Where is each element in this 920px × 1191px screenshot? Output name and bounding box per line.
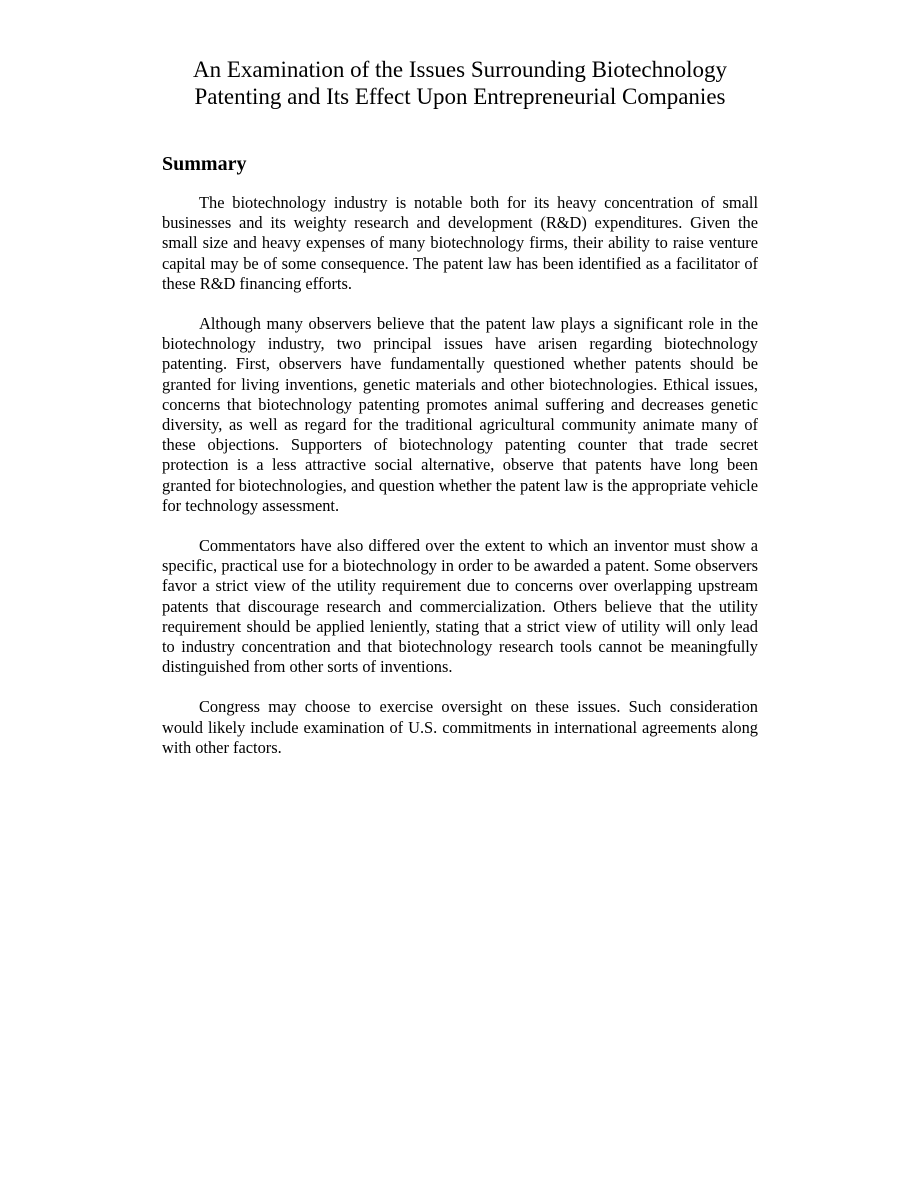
- summary-paragraph-2: Although many observers believe that the patent law plays a significant role in the biotechnology industry, two principal issues have arisen regarding biotechnology patenting. First, observers have fundamentally questioned whether patents should be granted for living inventions, genetic materials and other biotechnologies. Ethical issues, concerns that biotechnology patenting promotes animal suffering and decreases genetic diversity, as well as regard for the traditional agricultural community animate many of these objections. Supporters of biotechnology patenting counter that trade secret protection is a less attractive social alternative, observe that patents have long been granted for biotechnologies, and question whether the patent law is the appropriate vehicle for technology assessment.: [162, 314, 758, 515]
- document-title: [142, 56, 778, 110]
- summary-paragraph-1: The biotechnology industry is notable both for its heavy concentration of small businesses and its weighty research and development (R&D) expenditures. Given the small size and heavy expenses of many biotechnology firms, their ability to raise venture capital may be of some consequence. The patent law has been identified as a facilitator of these R&D financing efforts.: [162, 193, 758, 293]
- section-heading-summary: Summary: [162, 153, 247, 175]
- title-line-1: An Examination of the Issues Surrounding Biotechnology: [192, 57, 728, 82]
- summary-paragraph-4: Congress may choose to exercise oversight on these issues. Such consideration would likely include examination of U.S. commitments in international agreements along with other factors.: [162, 697, 758, 757]
- summary-paragraph-3: Commentators have also differed over the extent to which an inventor must show a specific, practical use for a biotechnology in order to be awarded a patent. Some observers favor a strict view of the utility requirement due to concerns over overlapping upstream patents that discourage research and commercialization. Others believe that the utility requirement should be applied leniently, stating that a strict view of utility will only lead to industry concentration and that biotechnology research tools cannot be meaningfully distinguished from other sorts of inventions.: [162, 536, 758, 677]
- document-page: [162, 56, 758, 758]
- title-line-2: Patenting and Its Effect Upon Entrepreneurial Companies: [194, 84, 726, 109]
